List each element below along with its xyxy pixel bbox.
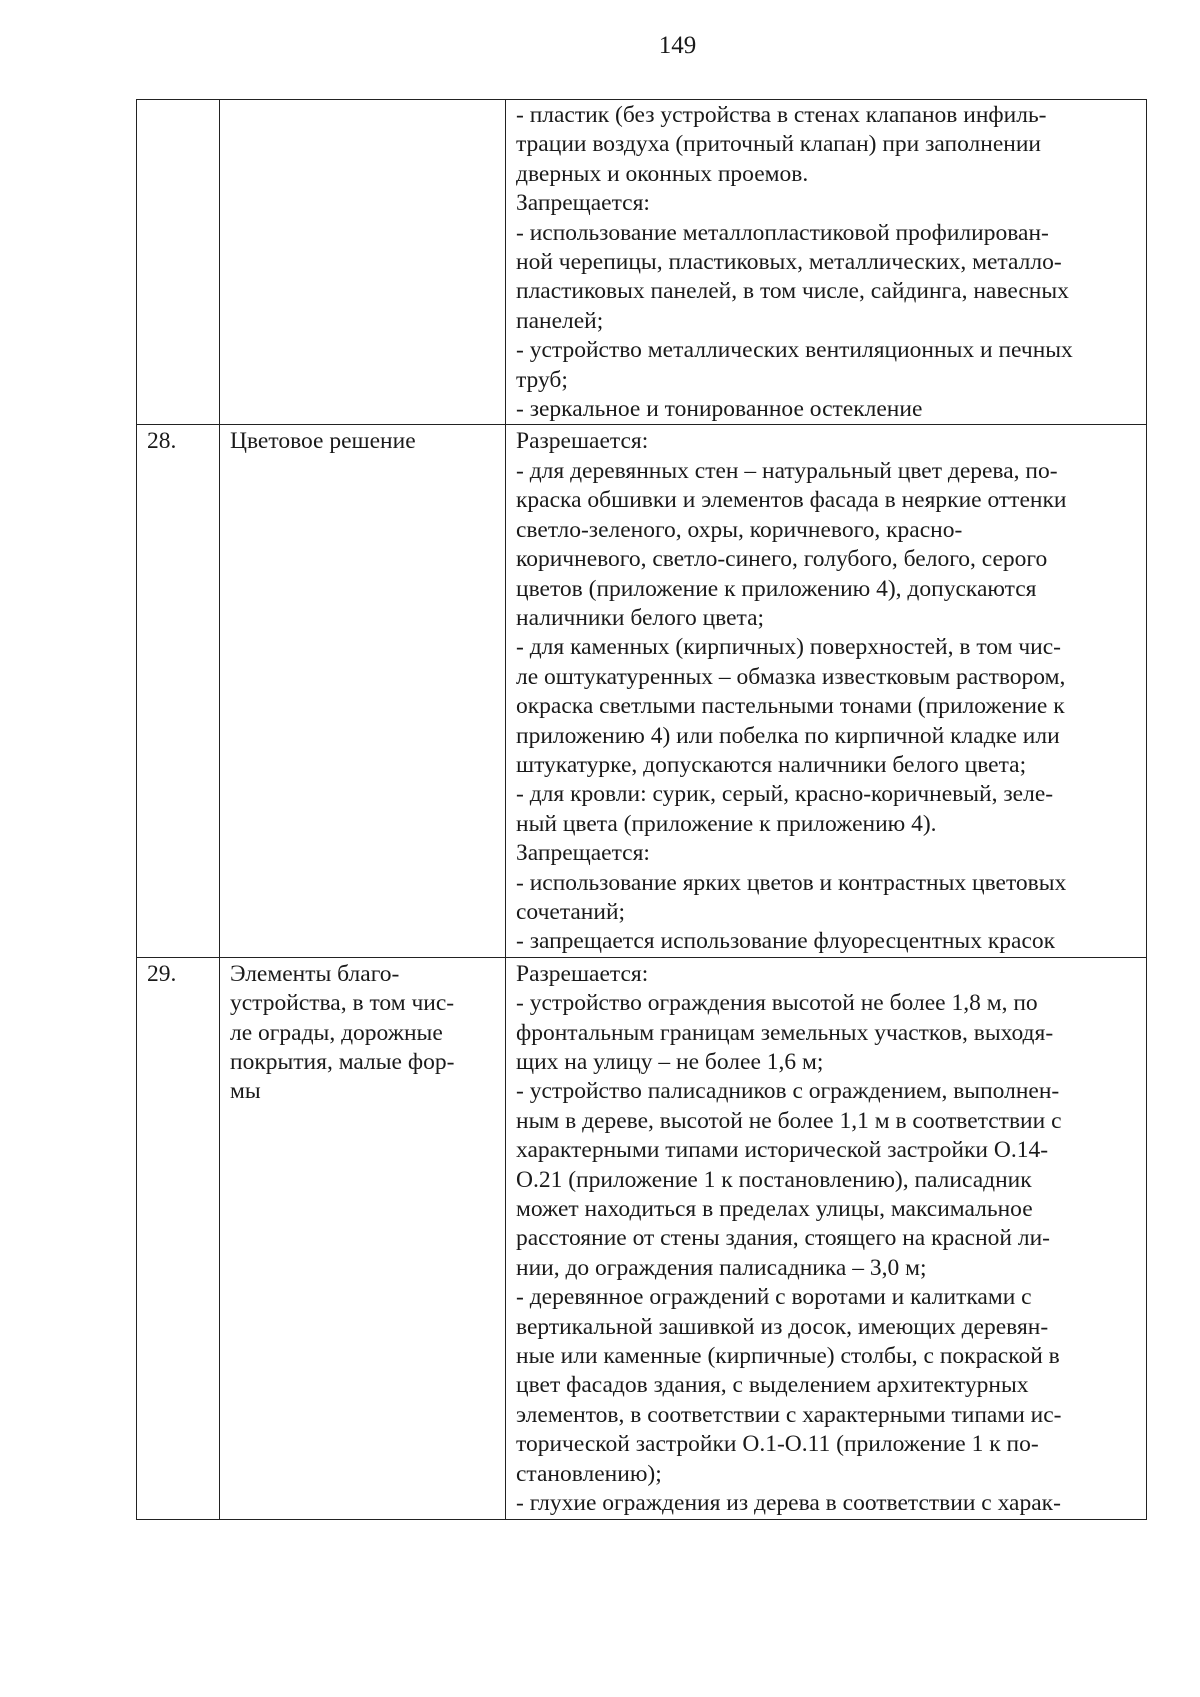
title-line: Элементы благо-	[230, 960, 400, 987]
content-line: ной черепицы, пластиковых, металлических, металло-	[516, 249, 1062, 276]
content-line: - использование ярких цветов и контрастных цветовых	[516, 869, 1067, 896]
content-line: светло-зеленого, охры, коричневого, красно-	[516, 516, 963, 543]
title-line: устройства, в том чис-	[230, 990, 455, 1017]
content-line: ный цвета (приложение к приложению 4).	[516, 810, 937, 837]
content-line: сочетаний;	[516, 898, 626, 925]
content-line: расстояние от стены здания, стоящего на красной ли-	[516, 1225, 1051, 1252]
content-line: - устройство палисадников с ограждением, выполнен-	[516, 1078, 1060, 1105]
row-number-cell: 29.	[137, 957, 220, 1519]
content-line: Запрещается:	[516, 190, 650, 217]
content-line: - для кровли: сурик, серый, красно-коричневый, зеле-	[516, 781, 1054, 808]
content-line: - для деревянных стен – натуральный цвет дерева, по-	[516, 457, 1058, 484]
content-line: окраска светлыми пастельными тонами (приложение к	[516, 693, 1065, 720]
content-line: пластиковых панелей, в том числе, сайдинга, навесных	[516, 278, 1069, 305]
content-line: наличники белого цвета;	[516, 604, 765, 631]
content-line: О.21 (приложение 1 к постановлению), палисадник	[516, 1166, 1032, 1193]
content-line: приложению 4) или побелка по кирпичной кладке или	[516, 722, 1060, 749]
row-title-cell: Цветовое решение	[220, 425, 506, 957]
regulations-table	[136, 99, 1147, 1520]
table-body	[137, 100, 1147, 1520]
row-content-cell	[506, 957, 1147, 1519]
row-content-cell	[506, 100, 1147, 425]
content-line: Запрещается:	[516, 840, 650, 867]
content-line: ным в дереве, высотой не более 1,1 м в соответствии с	[516, 1107, 1062, 1134]
content-line: - пластик (без устройства в стенах клапанов инфиль-	[516, 102, 1047, 128]
table-row	[137, 100, 1147, 425]
title-line: покрытия, малые фор-	[230, 1049, 455, 1075]
content-line: труб;	[516, 366, 568, 393]
content-line: Разрешается:	[516, 428, 649, 455]
content-line: - устройство металлических вентиляционных и печных	[516, 337, 1073, 364]
content-line: - для каменных (кирпичных) поверхностей, в том чис-	[516, 634, 1061, 661]
content-line: - запрещается использование флуоресцентных красок	[516, 928, 1056, 955]
row-content-cell	[506, 425, 1147, 957]
content-line: характерными типами исторической застройки О.14-	[516, 1137, 1049, 1164]
content-line: - деревянное ограждений с воротами и калитками с	[516, 1284, 1032, 1311]
content-line: цветов (приложение к приложению 4), допускаются	[516, 575, 1037, 602]
content-line: элементов, в соответствии с характерными типами ис-	[516, 1401, 1062, 1428]
content-line: трации воздуха (приточный клапан) при заполнении	[516, 131, 1042, 158]
content-line: - использование металлопластиковой профилирован-	[516, 219, 1049, 246]
content-line: - зеркальное и тонированное остекление	[516, 396, 923, 423]
content-line: краска обшивки и элементов фасада в неяркие оттенки	[516, 487, 1067, 514]
row-title-cell	[220, 100, 506, 425]
page-number: 149	[658, 32, 697, 59]
content-line: фронтальным границам земельных участков, выходя-	[516, 1019, 1054, 1046]
content-line: - глухие ограждения из дерева в соответствии с харак-	[516, 1490, 1061, 1517]
title-line: мы	[230, 1078, 261, 1105]
row-number-cell: 28.	[137, 425, 220, 957]
title-line: ле ограды, дорожные	[230, 1019, 443, 1046]
content-line: ле оштукатуренных – обмазка известковым раствором,	[516, 663, 1066, 690]
content-line: ные или каменные (кирпичные) столбы, с покраской в	[516, 1343, 1060, 1370]
content-line: штукатурке, допускаются наличники белого цвета;	[516, 751, 1027, 778]
table-row	[137, 957, 1147, 1519]
table-row	[137, 425, 1147, 957]
content-line: - устройство ограждения высотой не более 1,8 м, по	[516, 990, 1038, 1017]
content-line: становлению);	[516, 1460, 662, 1487]
content-line: панелей;	[516, 307, 604, 334]
content-line: коричневого, светло-синего, голубого, белого, серого	[516, 546, 1048, 573]
content-line: цвет фасадов здания, с выделением архитектурных	[516, 1372, 1029, 1399]
row-title-cell	[220, 957, 506, 1519]
content-line: щих на улицу – не более 1,6 м;	[516, 1049, 824, 1075]
content-line: торической застройки О.1-О.11 (приложение 1 к по-	[516, 1431, 1039, 1458]
content-line: нии, до ограждения палисадника – 3,0 м;	[516, 1254, 927, 1281]
row-number-cell	[137, 100, 220, 425]
content-line: вертикальной зашивкой из досок, имеющих деревян-	[516, 1313, 1049, 1340]
content-line: может находиться в пределах улицы, максимальное	[516, 1196, 1033, 1223]
content-line: Разрешается:	[516, 960, 649, 987]
content-line: дверных и оконных проемов.	[516, 160, 809, 187]
